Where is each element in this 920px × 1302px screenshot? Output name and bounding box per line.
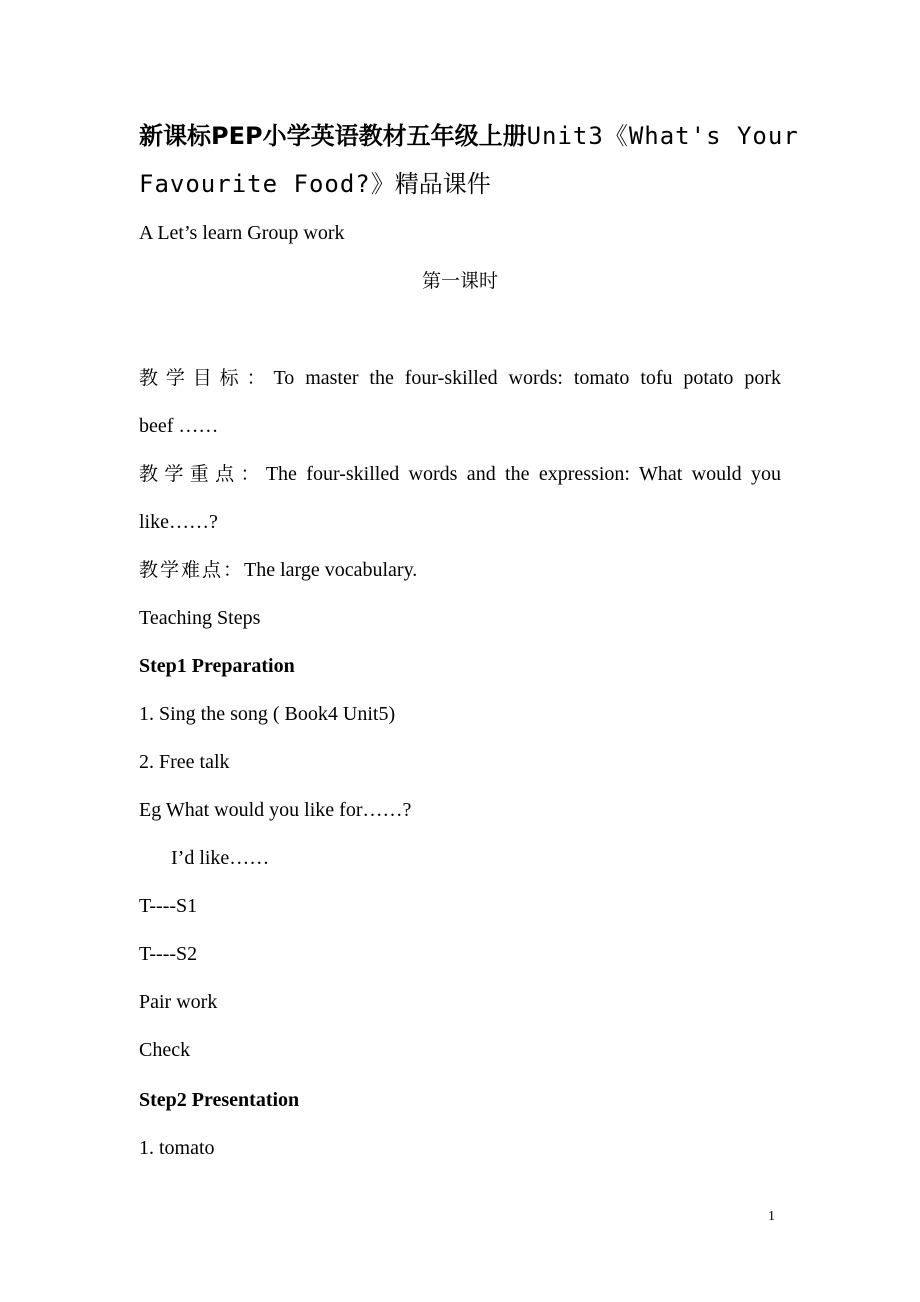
step1-item-2: 2. Free talk [139, 751, 230, 773]
difficulties-line [139, 555, 781, 585]
key-points-line-1 [139, 459, 781, 489]
document-title-line-2 [139, 160, 784, 208]
key-points-text-2: like……? [139, 511, 218, 533]
step2-heading: Step2 Presentation [139, 1089, 300, 1111]
subtitle: A Let’s learn Group work [139, 222, 345, 244]
title-line2-cjk: 》精品课件 [370, 170, 491, 198]
difficulties-label: 教学难点： [139, 559, 245, 581]
step1-dialog-2: T----S2 [139, 943, 198, 965]
key-points-text-1: The four-skilled words and the expression: What would you [265, 463, 781, 485]
step2-item-1: 1. tomato [139, 1137, 215, 1159]
step1-example-question: Eg What would you like for……? [139, 799, 412, 821]
title-cjk-prefix: 新课标PEP小学英语教材五年级上册 [139, 122, 527, 150]
lesson-label: 第一课时 [421, 270, 498, 292]
objectives-line-1 [139, 363, 781, 393]
objectives-text-1: To master the four-skilled words: tomato tofu potato pork [273, 367, 781, 389]
document-title-line-1 [139, 112, 799, 160]
objectives-label: 教学目标： [139, 367, 274, 389]
key-points-label: 教学重点： [139, 463, 266, 485]
step1-heading: Step1 Preparation [139, 655, 295, 677]
title-latin-suffix: Unit3《What's Your [526, 122, 799, 150]
step1-item-1: 1. Sing the song ( Book4 Unit5) [139, 703, 396, 725]
teaching-steps-heading: Teaching Steps [139, 607, 261, 629]
difficulties-text: The large vocabulary. [244, 559, 418, 581]
title-line2-latin: Favourite Food? [139, 170, 371, 198]
page-number: 1 [768, 1209, 775, 1224]
step1-dialog-1: T----S1 [139, 895, 198, 917]
step1-example-answer: I’d like…… [171, 847, 270, 869]
step1-pair-work: Pair work [139, 991, 218, 1013]
objectives-text-2: beef …… [139, 415, 219, 437]
step1-check: Check [139, 1039, 191, 1061]
